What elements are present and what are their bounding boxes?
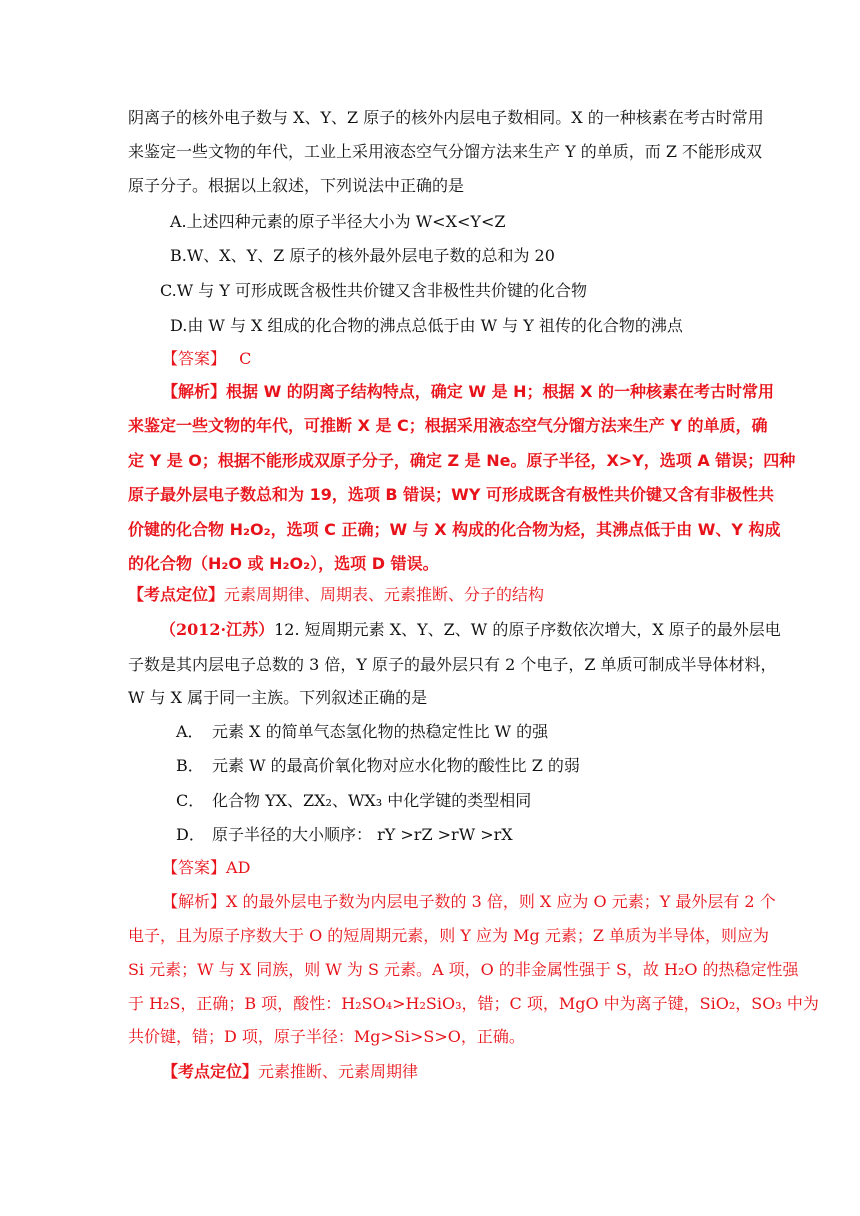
q12-source: （2012·江苏） bbox=[160, 620, 275, 639]
q11-answer bbox=[162, 349, 251, 369]
q12-option-a-text: 元素 X 的简单气态氢化物的热稳定性比 W 的强 bbox=[212, 722, 549, 741]
q11-analysis-label: 【解析】 bbox=[162, 382, 227, 401]
q12-stem-text-1: 12. 短周期元素 X、Y、Z、W 的原子序数依次增大，X 原子的最外层电 bbox=[274, 620, 781, 639]
q12-option-d bbox=[176, 825, 513, 845]
q11-stem-line-2: 来鉴定一些文物的年代，工业上采用液态空气分馏方法来生产 Y 的单质，而 Z 不能形成双 bbox=[128, 142, 763, 161]
q12-answer-label: 【答案】 bbox=[162, 858, 227, 877]
q12-analysis-line-3: Si 元素；W 与 X 同族，则 W 为 S 元素。A 项，O 的非金属性强于 S，故 H₂O 的热稳定性强 bbox=[128, 960, 799, 979]
q12-analysis-line-5: 共价键，错；D 项，原子半径：Mg>Si>S>O，正确。 bbox=[128, 1027, 525, 1046]
q11-kaodian-label: 【考点定位】 bbox=[128, 585, 225, 604]
q11-analysis-text-1: 根据 W 的阴离子结构特点，确定 W 是 H；根据 X 的一种核素在考古时常用 bbox=[226, 382, 775, 401]
q11-analysis-line-4: 原子最外层电子数总和为 19，选项 B 错误；WY 可形成既含有极性共价键又含有非极性共 bbox=[128, 485, 774, 504]
q11-option-d: D.由 W 与 X 组成的化合物的沸点总低于由 W 与 Y 祖传的化合物的沸点 bbox=[170, 316, 683, 335]
q11-analysis-line-6: 的化合物（H₂O 或 H₂O₂），选项 D 错误。 bbox=[128, 554, 439, 573]
q11-answer-value: C bbox=[239, 349, 252, 368]
q11-option-c: C.W 与 Y 可形成既含极性共价键又含非极性共价键的化合物 bbox=[160, 281, 588, 300]
q12-answer bbox=[162, 858, 250, 878]
q11-option-a: A.上述四种元素的原子半径大小为 W<X<Y<Z bbox=[170, 212, 506, 231]
q12-option-d-text: 原子半径的大小顺序： rY >rZ >rW >rX bbox=[212, 825, 513, 844]
q12-kaodian-text: 元素推断、元素周期律 bbox=[258, 1062, 419, 1081]
q12-analysis-label: 【解析】 bbox=[162, 892, 227, 911]
q12-stem-line-1 bbox=[160, 620, 781, 640]
q12-option-c-label: C． bbox=[176, 791, 205, 810]
q11-kaodian bbox=[128, 585, 544, 605]
q12-option-c bbox=[176, 791, 531, 811]
q11-kaodian-text: 元素周期律、周期表、元素推断、分子的结构 bbox=[224, 585, 545, 604]
q12-analysis-line-2: 电子，且为原子序数大于 O 的短周期元素，则 Y 应为 Mg 元素；Z 单质为半导体，则应为 bbox=[128, 926, 770, 945]
q11-analysis-line-1 bbox=[162, 382, 774, 402]
q11-answer-label: 【答案】 bbox=[162, 349, 227, 368]
q11-stem-line-1: 阴离子的核外电子数与 X、Y、Z 原子的核外内层电子数相同。X 的一种核素在考古时常用 bbox=[128, 108, 764, 127]
q12-option-d-label: D． bbox=[176, 825, 205, 844]
q12-option-a-label: A． bbox=[176, 722, 204, 741]
q11-option-b: B.W、X、Y、Z 原子的核外最外层电子数的总和为 20 bbox=[170, 246, 555, 265]
q12-option-b-text: 元素 W 的最高价氧化物对应水化物的酸性比 Z 的弱 bbox=[212, 756, 580, 775]
q12-kaodian-label: 【考点定位】 bbox=[162, 1062, 259, 1081]
q12-stem-line-2: 子数是其内层电子总数的 3 倍，Y 原子的最外层只有 2 个电子，Z 单质可制成半导体材料， bbox=[128, 655, 777, 674]
q12-option-b-label: B． bbox=[176, 756, 204, 775]
q12-option-a bbox=[176, 722, 548, 742]
q12-kaodian bbox=[162, 1062, 418, 1082]
q12-stem-line-3: W 与 X 属于同一主族。下列叙述正确的是 bbox=[128, 688, 428, 707]
q11-stem-line-3: 原子分子。根据以上叙述，下列说法中正确的是 bbox=[128, 176, 465, 195]
q12-option-c-text: 化合物 YX、ZX₂、WX₃ 中化学键的类型相同 bbox=[212, 791, 532, 810]
q12-analysis-line-1 bbox=[162, 892, 776, 912]
q11-analysis-line-2: 来鉴定一些文物的年代，可推断 X 是 C；根据采用液态空气分馏方法来生产 Y 的单质，确 bbox=[128, 416, 768, 435]
q11-analysis-line-5: 价键的化合物 H₂O₂，选项 C 正确；W 与 X 构成的化合物为烃，其沸点低于由 W、Y 构成 bbox=[128, 520, 781, 539]
q11-analysis-line-3: 定 Y 是 O；根据不能形成双原子分子，确定 Z 是 Ne。原子半径，X>Y，选项 A 错误；四种 bbox=[128, 451, 796, 470]
q12-answer-value: AD bbox=[226, 858, 251, 877]
q12-analysis-text-1: X 的最外层电子数为内层电子数的 3 倍，则 X 应为 O 元素；Y 最外层有 2 个 bbox=[226, 892, 776, 911]
q12-option-b bbox=[176, 756, 580, 776]
q12-analysis-line-4: 于 H₂S，正确；B 项，酸性：H₂SO₄>H₂SiO₃，错；C 项，MgO 中为离子键，SiO₂，SO₃ 中为 bbox=[128, 994, 819, 1013]
